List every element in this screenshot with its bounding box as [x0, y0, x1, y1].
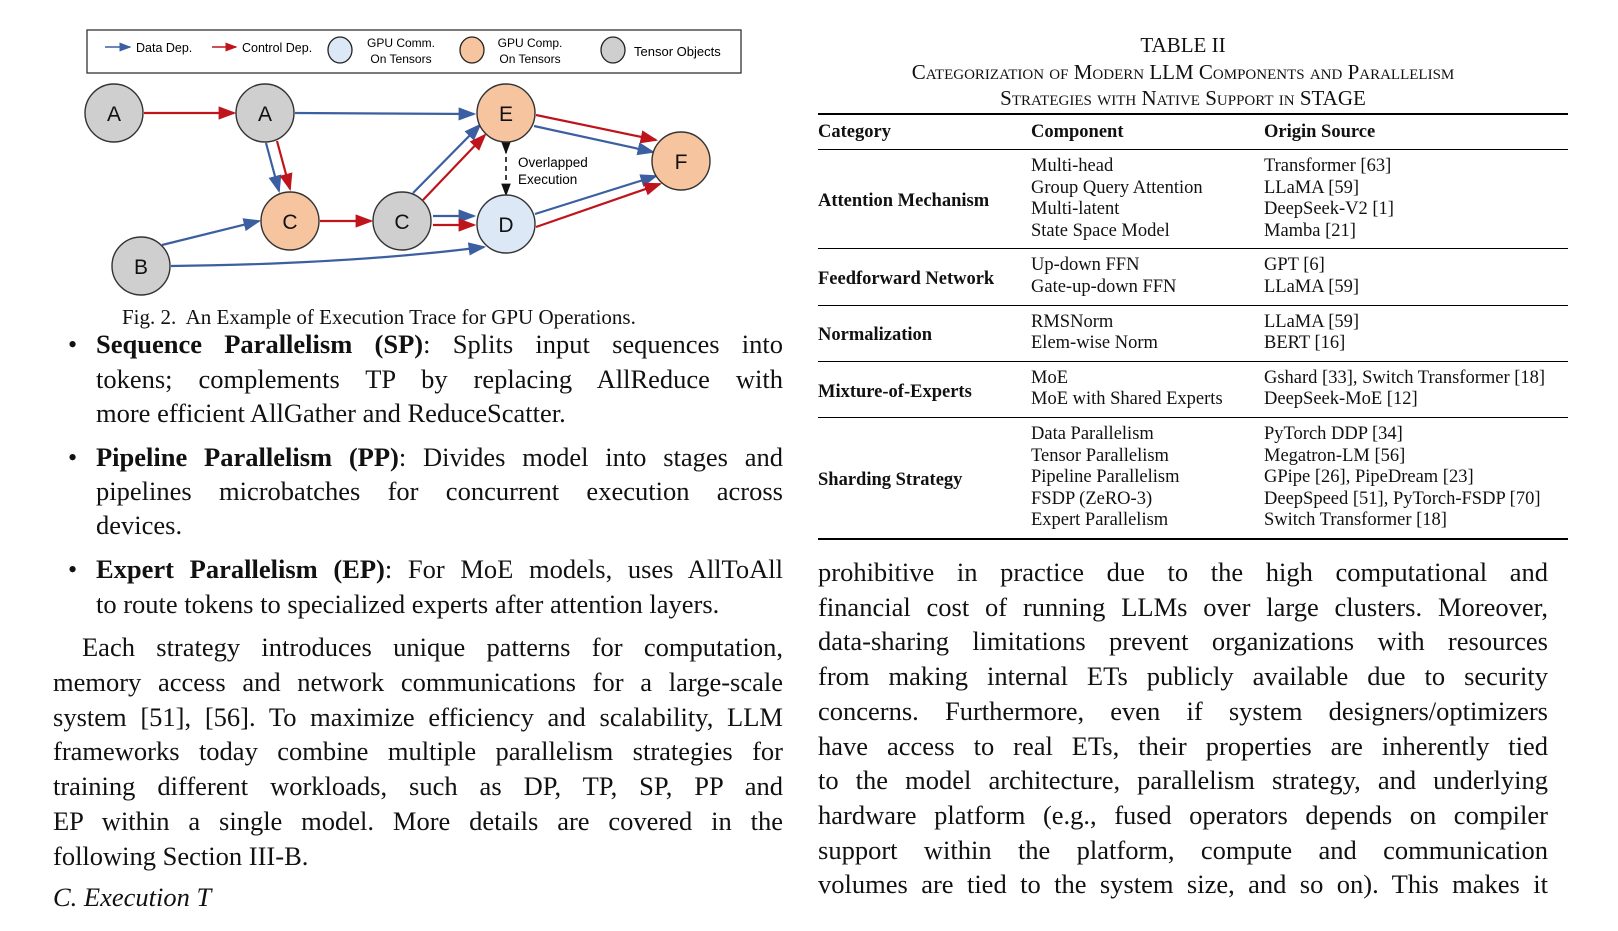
component-cell: Expert Parallelism: [1031, 510, 1169, 531]
gpu-comp-circle-icon: [460, 37, 484, 63]
origin-source-cell: Gshard [33], Switch Transformer [18]: [1264, 367, 1546, 388]
table-row: [818, 417, 1568, 445]
node-label: A: [106, 103, 122, 126]
node-label: E: [498, 103, 514, 126]
bullet-line: devices.: [96, 510, 183, 540]
legend-gpu-comm-1: GPU Comm.: [366, 36, 436, 50]
edge-c-e-data: [413, 125, 480, 193]
edge-c-e-control: [423, 135, 485, 200]
table-row: [818, 150, 1568, 178]
edge-a-e-data: [295, 113, 474, 114]
paragraph-line: hardware platform (e.g., fused operators depends on compiler: [818, 799, 1548, 830]
edge-e-f-data: [534, 126, 653, 152]
table-row: [818, 305, 1568, 333]
category-cell: Normalization: [818, 325, 933, 346]
component-cell: Pipeline Parallelism: [1031, 467, 1180, 488]
origin-source-cell: Mamba [21]: [1264, 220, 1356, 241]
origin-source-cell: Transformer [63]: [1264, 156, 1392, 176]
paragraph-line: system [51], [56]. To maximize efficiency and scalability, LLM: [53, 701, 783, 732]
bullet-line: tokens; complements TP by replacing AllReduce with: [96, 364, 783, 394]
legend-data-dep: Data Dep.: [136, 41, 193, 55]
node-label: C: [282, 211, 298, 234]
paragraph-line: support within the platform, compute and communication: [818, 834, 1548, 865]
origin-source-cell: GPT [6]: [1264, 255, 1325, 276]
paragraph-line: concerns. Furthermore, even if system designers/optimizers: [818, 695, 1548, 726]
header-component: Component: [1031, 114, 1264, 150]
category-cell: Feedforward Network: [818, 269, 995, 290]
edge-b-d-data: [171, 247, 484, 266]
paragraph-line: Each strategy introduces unique patterns for computation,: [82, 632, 783, 662]
edge-d-f-control: [536, 184, 660, 227]
table-group: [818, 305, 1568, 361]
bullet-label: Pipeline Parallelism (PP): [96, 442, 399, 472]
paragraph-line: from making internal ETs publicly available due to security: [818, 661, 1548, 692]
table-group: [818, 150, 1568, 249]
table-label: TABLE II: [1140, 33, 1226, 57]
component-cell: RMSNorm: [1031, 311, 1114, 332]
legend-gpu-comp-2: On Tensors: [499, 52, 561, 66]
tensor-object-circle-icon: [601, 37, 625, 63]
bullet-icon: •: [68, 555, 78, 584]
paragraph-line: data-sharing limitations prevent organizations with resources: [818, 626, 1548, 657]
edge-e-f-control: [536, 115, 656, 140]
bullet-label: Expert Parallelism (EP): [96, 554, 385, 584]
bullet-label: Sequence Parallelism (SP): [96, 329, 424, 359]
bullet-icon: •: [68, 443, 78, 472]
components-table: [818, 113, 1568, 540]
bullet-line: [96, 327, 783, 362]
origin-source-cell: DeepSeek-V2 [1]: [1264, 199, 1394, 220]
legend-gpu-comp-1: GPU Comp.: [497, 36, 563, 50]
component-cell: State Space Model: [1031, 220, 1170, 241]
category-cell: Mixture-of-Experts: [818, 381, 972, 402]
bullet-line: [96, 440, 783, 475]
paragraph-line: memory access and network communications for a large-scale: [53, 666, 783, 697]
table-row: [818, 361, 1568, 389]
origin-source-cell: PyTorch DDP [34]: [1264, 423, 1403, 444]
paragraph-line: following Section III-B.: [53, 840, 309, 871]
origin-source-cell: GPipe [26], PipeDream [23]: [1264, 467, 1474, 488]
header-category: Category: [818, 114, 1031, 150]
paragraph-line: prohibitive in practice due to the high computational and: [818, 557, 1548, 587]
table-group: [818, 417, 1568, 538]
figure-caption: Fig. 2. An Example of Execution Trace for GPU Operations.: [122, 305, 636, 329]
overlap-label-2: Execution: [518, 172, 578, 187]
component-cell: MoE: [1031, 367, 1068, 388]
paragraph-line: EP within a single model. More details are covered in the: [53, 806, 783, 836]
node-label: A: [257, 103, 273, 126]
execution-trace-figure: [0, 0, 800, 300]
paragraph-line: training different workloads, such as DP, TP, SP, PP and: [53, 771, 783, 802]
section-heading: C. Execution T: [53, 882, 212, 912]
overlap-label-1: Overlapped: [518, 155, 588, 170]
gpu-comm-circle-icon: [328, 37, 352, 63]
paragraph-line: frameworks today combine multiple parallelism strategies for: [53, 736, 783, 767]
bullet-line: to route tokens to specialized experts after attention layers.: [96, 589, 720, 619]
table-group: [818, 361, 1568, 417]
origin-source-cell: Megatron-LM [56]: [1264, 445, 1406, 466]
component-cell: Elem-wise Norm: [1031, 333, 1158, 354]
origin-source-cell: DeepSeek-MoE [12]: [1264, 389, 1418, 410]
component-cell: Up-down FFN: [1031, 255, 1140, 276]
edge-a-c-data: [266, 143, 279, 191]
legend-tensor-objects: Tensor Objects: [634, 44, 721, 59]
figure-legend: [87, 30, 741, 73]
table-caption-line-1: Categorization of Modern LLM Components and Parallelism: [911, 60, 1455, 84]
bullet-icon: •: [68, 330, 78, 359]
category-cell: Sharding Strategy: [818, 470, 963, 491]
node-label: F: [674, 151, 688, 174]
bullet-line: [96, 552, 783, 587]
component-cell: MoE with Shared Experts: [1031, 389, 1223, 410]
paragraph-line: have access to real ETs, their properties are inherently tied: [818, 730, 1548, 761]
component-cell: Group Query Attention: [1031, 177, 1203, 198]
legend-control-dep: Control Dep.: [242, 41, 313, 55]
bullet-line: pipelines microbatches for concurrent execution across: [96, 476, 783, 506]
bullet-text: : Splits input sequences into: [423, 329, 783, 359]
paragraph-line: to the model architecture, parallelism strategy, and underlying: [818, 765, 1548, 796]
component-cell: Data Parallelism: [1031, 423, 1154, 444]
node-label: C: [394, 211, 410, 234]
component-cell: FSDP (ZeRO-3): [1031, 488, 1153, 509]
edge-b-c-data: [162, 221, 259, 245]
origin-source-cell: Switch Transformer [18]: [1264, 510, 1447, 531]
paragraph-line: volumes are tied to the system size, and so on). This makes it: [818, 869, 1548, 900]
origin-source-cell: LLaMA [59]: [1264, 177, 1360, 198]
origin-source-cell: BERT [16]: [1264, 333, 1346, 354]
bullet-text: : For MoE models, uses AllToAll: [384, 554, 783, 584]
table-group: [818, 249, 1568, 305]
origin-source-cell: DeepSpeed [51], PyTorch-FSDP [70]: [1264, 488, 1541, 509]
paragraph-line: financial cost of running LLMs over large clusters. Moreover,: [818, 591, 1548, 622]
legend-gpu-comm-2: On Tensors: [370, 52, 432, 66]
table-row: [818, 249, 1568, 277]
component-cell: Multi-latent: [1031, 199, 1120, 220]
component-cell: Gate-up-down FFN: [1031, 276, 1177, 297]
bullet-text: : Divides model into stages and: [398, 442, 783, 472]
category-cell: Attention Mechanism: [818, 191, 990, 212]
table-caption-line-2: Strategies with Native Support in STAGE: [1000, 86, 1366, 110]
bullet-line: more efficient AllGather and ReduceScatter.: [96, 398, 566, 428]
component-cell: Multi-head: [1031, 156, 1114, 176]
node-label: B: [133, 256, 149, 279]
edge-a-c-control: [277, 141, 290, 189]
origin-source-cell: LLaMA [59]: [1264, 311, 1360, 332]
component-cell: Tensor Parallelism: [1031, 445, 1169, 466]
node-label: D: [498, 214, 514, 237]
header-origin-source: Origin Source: [1264, 114, 1568, 150]
origin-source-cell: LLaMA [59]: [1264, 276, 1360, 297]
